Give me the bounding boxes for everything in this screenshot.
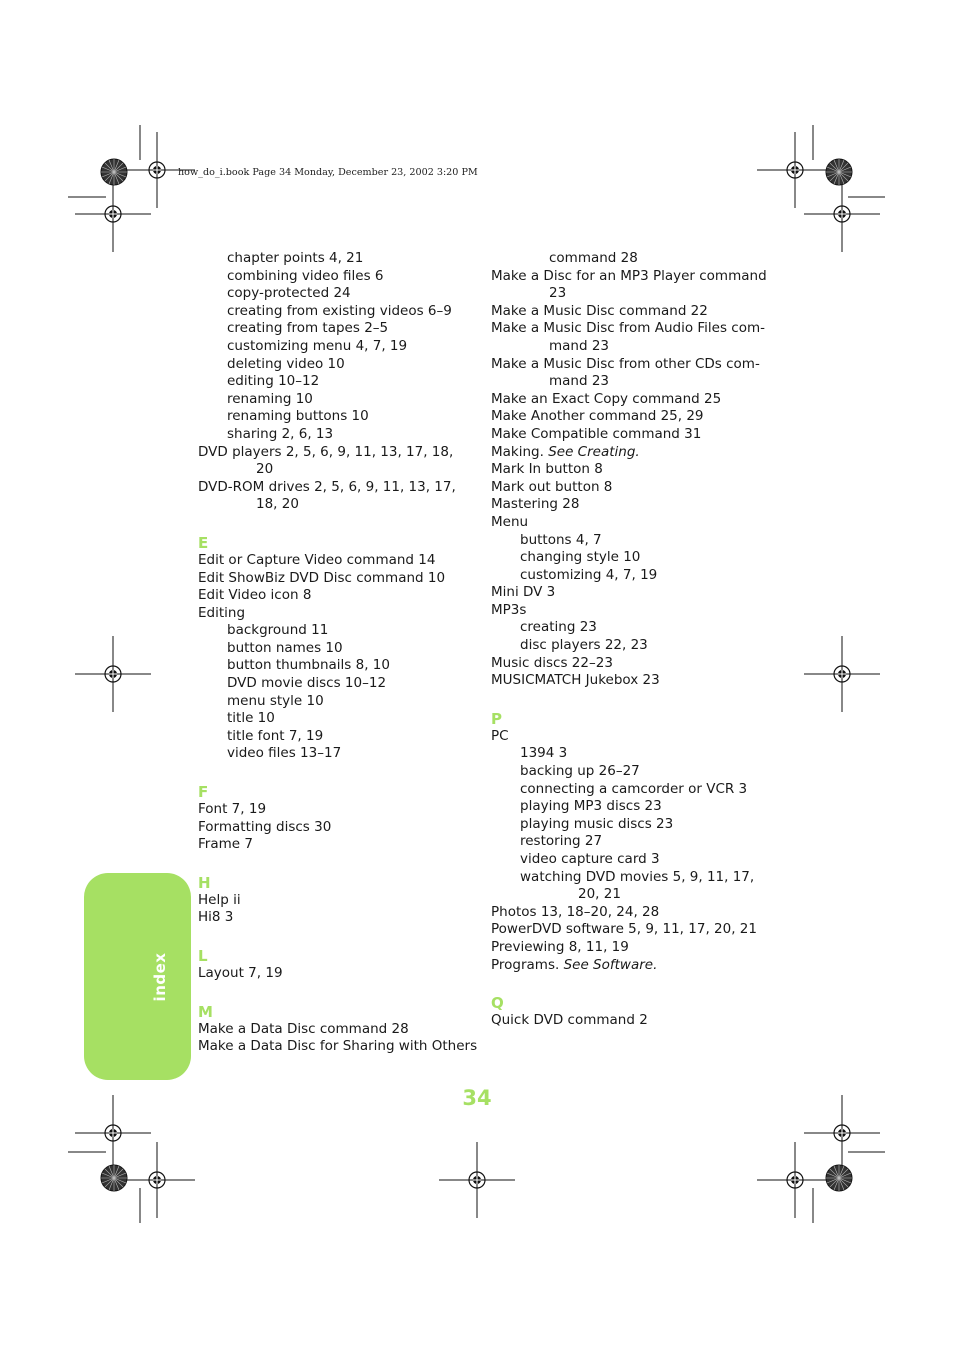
index-subentry xyxy=(491,798,761,816)
entry-text: playing music discs 23 xyxy=(520,815,674,832)
section-spacer xyxy=(491,690,761,710)
entry-text: 18, 20 xyxy=(256,496,299,513)
entry-text: title font 7, 19 xyxy=(227,727,324,744)
entry-text: renaming 10 xyxy=(227,390,313,407)
entry-text: Photos 13, 18–20, 24, 28 xyxy=(491,903,660,920)
index-entry xyxy=(491,479,761,497)
entry-text: connecting a camcorder or VCR 3 xyxy=(520,780,748,797)
entry-text: Make an Exact Copy command 25 xyxy=(491,390,722,407)
index-subentry xyxy=(491,851,761,869)
index-subentry xyxy=(491,532,761,550)
entry-text: 20, 21 xyxy=(578,886,621,903)
index-subentry xyxy=(198,728,473,746)
entry-text: disc players 22, 23 xyxy=(520,637,648,654)
entry-text: Mini DV 3 xyxy=(491,584,556,601)
index-subentry xyxy=(198,320,473,338)
index-entry xyxy=(491,921,761,939)
index-subentry xyxy=(198,268,473,286)
index-entry xyxy=(198,801,473,819)
index-subentry xyxy=(198,710,473,728)
entry-text: video files 13–17 xyxy=(227,745,342,762)
entry-text: Previewing 8, 11, 19 xyxy=(491,938,629,955)
section-tab-label: index xyxy=(151,952,169,1002)
index-entry-continuation xyxy=(491,285,761,303)
entry-text: Music discs 22–23 xyxy=(491,654,613,671)
entry-text: Layout 7, 19 xyxy=(198,965,283,981)
index-column-right xyxy=(491,250,767,1030)
index-subentry xyxy=(198,408,473,426)
entry-text: Edit or Capture Video command 14 xyxy=(198,551,436,568)
page-number: 34 xyxy=(462,1086,492,1110)
entry-text: combining video files 6 xyxy=(227,267,384,284)
index-entry xyxy=(198,892,473,910)
entry-text: Quick DVD command 2 xyxy=(491,1012,648,1029)
entry-text: Make a Disc for an MP3 Player command xyxy=(491,267,767,284)
section-spacer xyxy=(198,514,473,534)
index-subentry xyxy=(491,781,761,799)
index-entry xyxy=(198,587,473,605)
index-entry xyxy=(198,836,473,854)
index-subentry xyxy=(198,675,473,693)
index-entry xyxy=(198,605,473,623)
section-spacer xyxy=(491,974,761,994)
section-spacer xyxy=(198,983,473,1003)
entry-text: creating 23 xyxy=(520,619,597,636)
entry-text: creating from tapes 2–5 xyxy=(227,320,389,337)
entry-text: menu style 10 xyxy=(227,692,324,709)
index-subentry xyxy=(198,285,473,303)
entry-text: Help ii xyxy=(198,891,241,908)
index-entry xyxy=(491,408,761,426)
index-entry xyxy=(491,584,761,602)
section-spacer xyxy=(198,854,473,874)
entry-text: button thumbnails 8, 10 xyxy=(227,657,390,674)
entry-text: Hi8 3 xyxy=(198,909,234,926)
index-entry xyxy=(491,602,761,620)
section-tab xyxy=(84,873,191,1080)
index-entry xyxy=(198,909,473,927)
index-entry xyxy=(491,939,761,957)
entry-text: Make a Music Disc from Audio Files com- xyxy=(491,320,766,337)
index-subentry xyxy=(198,338,473,356)
entry-text: Make Another command 25, 29 xyxy=(491,408,704,425)
entry-text: button names 10 xyxy=(227,639,343,656)
index-entry xyxy=(491,320,766,338)
index-entry-continuation xyxy=(491,886,761,904)
index-subentry xyxy=(491,549,761,567)
index-letter-heading: M xyxy=(198,1002,213,1021)
entry-text: PC xyxy=(491,727,509,744)
entry-text: creating from existing videos 6–9 xyxy=(227,302,452,319)
index-entry xyxy=(198,570,473,588)
index-subentry xyxy=(198,426,473,444)
index-entry xyxy=(491,672,761,690)
index-entry xyxy=(491,904,761,922)
entry-text: Editing xyxy=(198,604,246,621)
entry-text: Make Compatible command 31 xyxy=(491,425,702,442)
index-letter-heading: L xyxy=(198,947,208,965)
cross-reference: See Software. xyxy=(563,956,658,973)
index-subentry xyxy=(198,693,473,711)
index-subentry xyxy=(198,745,473,763)
index-letter-heading: F xyxy=(198,783,209,802)
section-spacer xyxy=(198,763,473,783)
entry-text: Make a Data Disc command 28 xyxy=(198,1020,409,1037)
index-entry xyxy=(491,303,761,321)
index-entry-continuation xyxy=(198,461,473,479)
index-entry xyxy=(198,1038,478,1056)
index-subentry xyxy=(491,567,761,585)
entry-text: Make a Music Disc from other CDs com- xyxy=(491,355,760,372)
entry-text: editing 10–12 xyxy=(227,373,320,390)
print-header-stamp: how_do_i.book Page 34 Monday, December 23, 2002 3:20 PM xyxy=(178,167,478,178)
index-entry xyxy=(491,461,761,479)
index-entry xyxy=(198,965,473,983)
index-subentry xyxy=(491,833,761,851)
index-subentry xyxy=(491,745,761,763)
entry-text: Mark out button 8 xyxy=(491,478,613,495)
entry-text: Make a Data Disc for Sharing with Others xyxy=(198,1038,478,1055)
entry-text: Programs. xyxy=(491,956,564,973)
entry-text: background 11 xyxy=(227,622,329,639)
index-column-left xyxy=(198,250,478,1056)
index-entry xyxy=(491,444,761,462)
entry-text: chapter points 4, 21 xyxy=(227,250,364,266)
index-entry-continuation xyxy=(491,250,761,268)
index-entry xyxy=(491,356,761,374)
entry-text: backing up 26–27 xyxy=(520,763,640,780)
index-entry-continuation xyxy=(198,496,473,514)
entry-text: PowerDVD software 5, 9, 11, 17, 20, 21 xyxy=(491,921,757,938)
entry-text: mand 23 xyxy=(549,337,610,354)
index-entry-continuation xyxy=(491,338,761,356)
entry-text: DVD-ROM drives 2, 5, 6, 9, 11, 13, 17, xyxy=(198,478,456,495)
entry-text: Mark In button 8 xyxy=(491,461,603,478)
index-subentry xyxy=(491,637,761,655)
entry-text: changing style 10 xyxy=(520,549,641,566)
entry-text: DVD movie discs 10–12 xyxy=(227,675,387,692)
entry-text: MUSICMATCH Jukebox 23 xyxy=(491,672,660,689)
index-subentry xyxy=(198,356,473,374)
index-entry xyxy=(491,391,761,409)
index-subentry xyxy=(491,816,761,834)
cross-reference: See Creating. xyxy=(548,443,640,460)
index-letter-heading: P xyxy=(491,709,502,728)
entry-text: deleting video 10 xyxy=(227,355,345,372)
index-entry xyxy=(198,444,473,462)
index-subentry xyxy=(198,640,473,658)
index-subentry xyxy=(198,373,473,391)
entry-text: Formatting discs 30 xyxy=(198,818,332,835)
index-entry xyxy=(198,819,473,837)
entry-text: Menu xyxy=(491,513,529,530)
entry-text: command 28 xyxy=(549,250,638,266)
entry-text: watching DVD movies 5, 9, 11, 17, xyxy=(520,868,755,885)
entry-text: copy-protected 24 xyxy=(227,285,351,302)
entry-text: renaming buttons 10 xyxy=(227,408,369,425)
entry-text: Making. xyxy=(491,443,549,460)
entry-text: customizing 4, 7, 19 xyxy=(520,566,658,583)
index-subentry xyxy=(491,619,761,637)
entry-text: customizing menu 4, 7, 19 xyxy=(227,337,408,354)
index-subentry xyxy=(491,869,761,887)
entry-text: buttons 4, 7 xyxy=(520,531,602,548)
index-subentry xyxy=(198,303,473,321)
entry-text: mand 23 xyxy=(549,373,610,390)
index-subentry xyxy=(198,657,473,675)
index-entry xyxy=(198,552,473,570)
entry-text: DVD players 2, 5, 6, 9, 11, 13, 17, 18, xyxy=(198,443,454,460)
index-entry-continuation xyxy=(491,373,761,391)
entry-text: title 10 xyxy=(227,710,275,727)
entry-text: sharing 2, 6, 13 xyxy=(227,425,334,442)
entry-text: 20 xyxy=(256,461,274,478)
index-entry xyxy=(198,479,473,497)
index-entry xyxy=(491,1012,761,1030)
index-entry xyxy=(491,728,761,746)
entry-text: Make a Music Disc command 22 xyxy=(491,302,708,319)
entry-text: Font 7, 19 xyxy=(198,801,267,818)
index-entry xyxy=(491,267,767,286)
index-entry xyxy=(198,1021,473,1039)
index-entry xyxy=(491,957,761,975)
entry-text: 23 xyxy=(549,285,567,302)
entry-text: restoring 27 xyxy=(520,833,603,850)
index-entry xyxy=(491,655,761,673)
index-subentry xyxy=(491,763,761,781)
index-subentry xyxy=(198,391,473,409)
index-letter-heading: Q xyxy=(491,994,504,1013)
index-letter-heading: H xyxy=(198,873,211,892)
entry-text: Frame 7 xyxy=(198,836,253,853)
index-entry xyxy=(491,426,761,444)
section-spacer xyxy=(198,927,473,947)
entry-text: 1394 3 xyxy=(520,745,568,762)
index-subentry xyxy=(198,622,473,640)
entry-text: Edit Video icon 8 xyxy=(198,587,312,604)
index-entry xyxy=(491,496,761,514)
index-entry xyxy=(491,514,761,532)
entry-text: Edit ShowBiz DVD Disc command 10 xyxy=(198,569,446,586)
entry-text: Mastering 28 xyxy=(491,496,580,513)
entry-text: playing MP3 discs 23 xyxy=(520,798,662,815)
entry-text: MP3s xyxy=(491,601,527,618)
index-letter-heading: E xyxy=(198,533,209,552)
entry-text: video capture card 3 xyxy=(520,851,660,867)
index-subentry xyxy=(198,250,473,268)
